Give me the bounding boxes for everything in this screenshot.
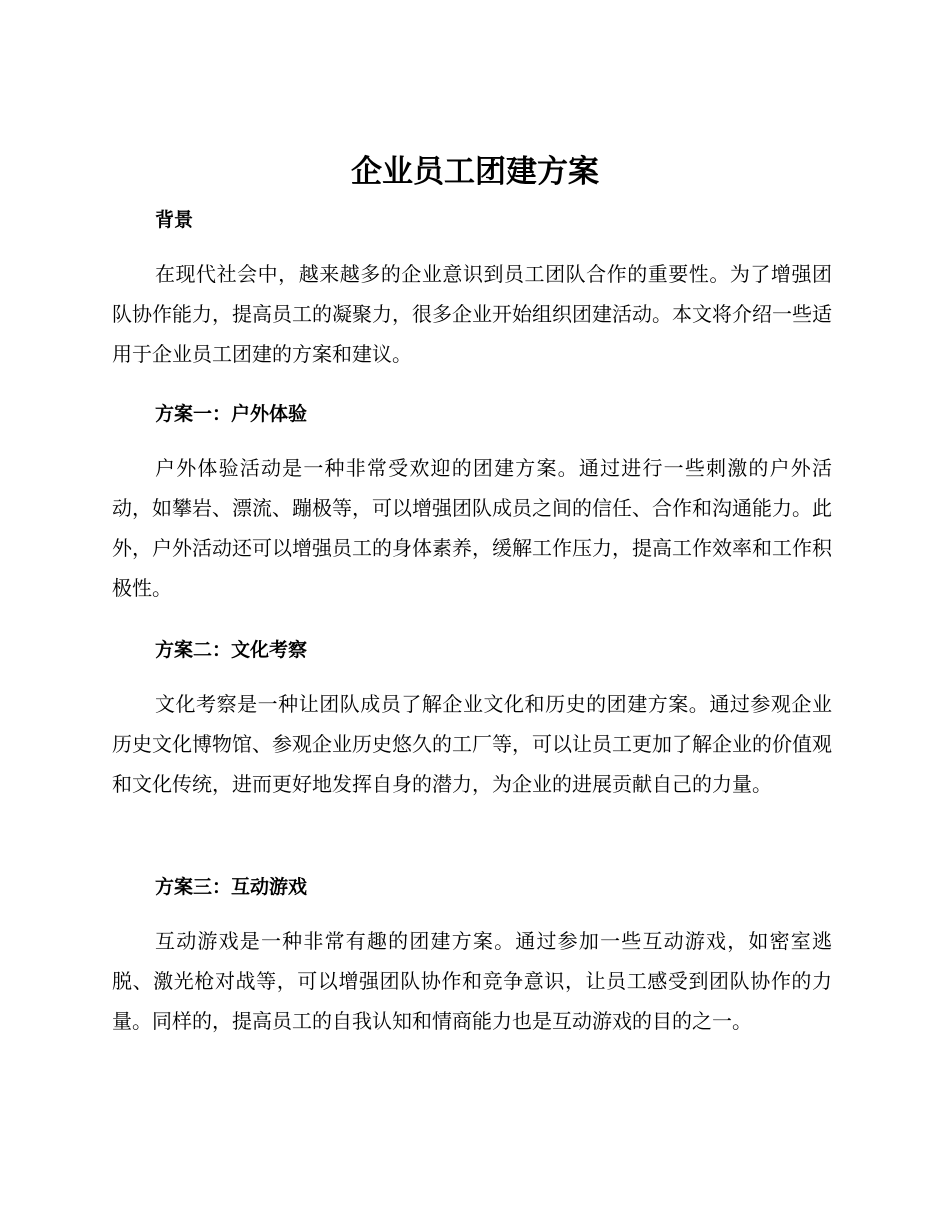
section-paragraph-plan-two: 文化考察是一种让团队成员了解企业文化和历史的团建方案。通过参观企业历史文化博物馆、参观企业历史悠久的工厂等，可以让员工更加了解企业的价值观和文化传统，进而更好地发挥自身的潜力，为企业的进展贡献自己的力量。 [112, 692, 832, 796]
section-heading-plan-three: 方案三：互动游戏 [155, 876, 308, 898]
section-heading-background: 背景 [155, 209, 194, 231]
section-paragraph-background: 在现代社会中，越来越多的企业意识到员工团队合作的重要性。为了增强团队协作能力，提高员工的凝聚力，很多企业开始组织团建活动。本文将介绍一些适用于企业员工团建的方案和建议。 [112, 262, 832, 366]
section-heading-plan-two: 方案二：文化考察 [155, 639, 308, 661]
document-title: 企业员工团建方案 [351, 154, 599, 190]
section-heading-plan-one: 方案一：户外体验 [155, 403, 308, 425]
section-paragraph-plan-one: 户外体验活动是一种非常受欢迎的团建方案。通过进行一些刺激的户外活动，如攀岩、漂流、蹦极等，可以增强团队成员之间的信任、合作和沟通能力。此外，户外活动还可以增强员工的身体素养，缓解工作压力，提高工作效率和工作积极性。 [112, 456, 832, 600]
section-paragraph-plan-three: 互动游戏是一种非常有趣的团建方案。通过参加一些互动游戏，如密室逃脱、激光枪对战等，可以增强团队协作和竞争意识，让员工感受到团队协作的力量。同样的，提高员工的自我认知和情商能力也是互动游戏的目的之一。 [112, 929, 832, 1033]
